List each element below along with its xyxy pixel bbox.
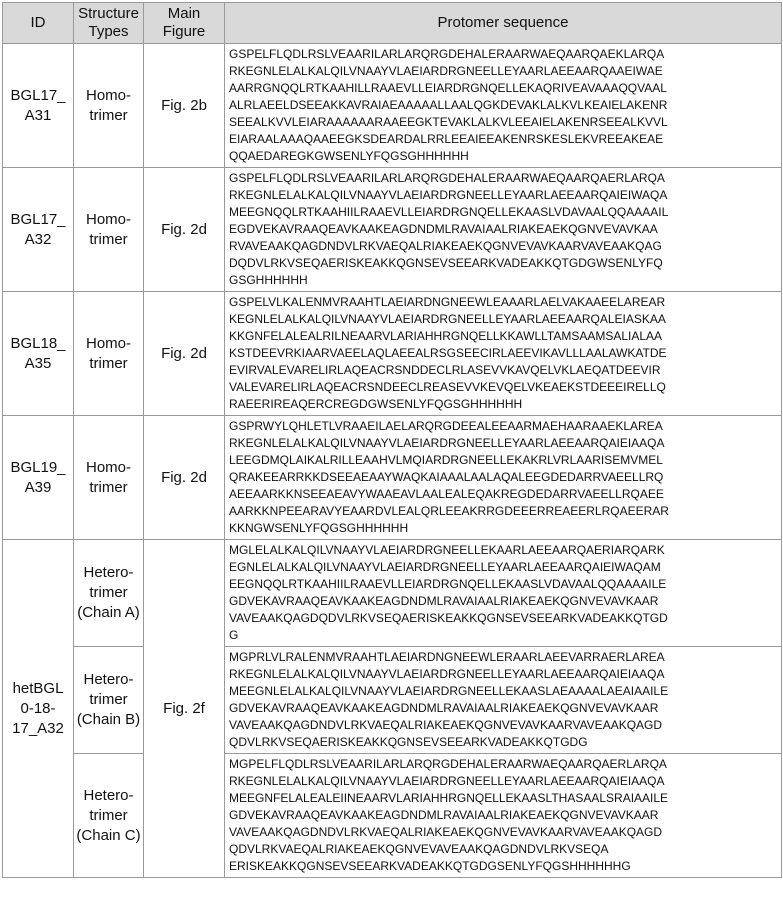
row-figure-cell: Fig. 2d xyxy=(144,416,225,540)
header-main-figure: Main Figure xyxy=(144,3,225,44)
row-sequence-cell: GSPRWYLQHLETLVRAAEILAELARQRGDEEALEEAARMAEHAARAAEKLAREA RKEGNLELALKALQILVNAAYVLAEIARDRGNEELLEYAARLAEEAARQAIEIAAQA LEEGDMQLAIKALRILLEAAHVLMQIARDRGNEELLEKAKRLVRLAARISEMVMEL QRAKEEARRKKDSEEAEAAYWAQKAIAAALAALAQALEEGDEDARRVAEELLRQ AEEAARKKNSEEAEAVYWAAEAVLAALEALEQAKREGDEDARRVAEELLRQAEE AARKKNPEEARAVYEAARDVLEALQRLEEAKRRGDEEERREAEERLRQAEERAR KKNGWSENLYFQGSGHHHHHH xyxy=(225,416,782,540)
table-row-hetero-chain-c xyxy=(3,754,782,878)
row-id-cell: BGL17_ A31 xyxy=(3,44,74,168)
header-structure-types: Structure Types xyxy=(74,3,144,44)
hetero-id-cell: hetBGL 0-18- 17_A32 xyxy=(3,540,74,878)
table-row xyxy=(3,416,782,540)
hetero-chain-b-structure-cell: Hetero- trimer (Chain B) xyxy=(74,647,144,754)
row-figure-cell: Fig. 2b xyxy=(144,44,225,168)
hetero-figure-cell: Fig. 2f xyxy=(144,540,225,878)
row-sequence-cell: GSPELVLKALENMVRAAHTLAEIARDNGNEEWLEAAARLAELVAKAAEELAREAR KEGNLELALKALQILVNAAYVLAEIARDRGNEELLEYAARLAEEAARQALEIASKAA KKGNFELALEALRILNEAARVLARIAHHRGNQELLKKAWLLTAMSAAMSALIALAA KSTDEEVRKIAARVAEELAQLAEEALRSGSEECIRLAEEVIKAVLLLAALAWKATDE EVIRVALEVARELIRLAQEACRSNDDECLRLASEVVKAVQELVKLAEQATDEEVIR VALEVARELIRLAQEACRSNDEECLREASEVVKEVQELVKEAEKSTDEEEIRELLQ RAEERIREAQERCREGDGWSENLYFQGSGHHHHHH xyxy=(225,292,782,416)
header-id: ID xyxy=(3,3,74,44)
row-id-cell: BGL17_ A32 xyxy=(3,168,74,292)
row-figure-cell: Fig. 2d xyxy=(144,292,225,416)
table-row-hetero-chain-b xyxy=(3,647,782,754)
row-figure-cell: Fig. 2d xyxy=(144,168,225,292)
protomer-sequence-table xyxy=(2,2,782,878)
row-sequence-cell: GSPELFLQDLRSLVEAARILARLARQRGDEHALERAARWAEQAARQAERLARQA RKEGNLELALKALQILVNAAYVLAEIARDRGNEELLEYAARLAEEAARQAIEIWAQA MEEGNQQLRTKAAHIILRAAEVLLEIARDRGNQELLEKAASLVDAVAALQQAAAAIL EGDVEKAVRAAQEAVKAAKEAGDNDMLRAVAIAALRIAKEAEKQGNVEVAVKAA RVAVEAAKQAGDNDVLRKVAEQALRIAKEAEKQGNVEVAVKAARVAVEAAKQAG DQDVLRKVSEQAERISKEAKKQGNSEVSEEARKVADEAKKQTGDGWSENLYFQ GSGHHHHHH xyxy=(225,168,782,292)
table-row xyxy=(3,292,782,416)
row-id-cell: BGL19_ A39 xyxy=(3,416,74,540)
row-id-cell: BGL18_ A35 xyxy=(3,292,74,416)
header-protomer-sequence: Protomer sequence xyxy=(225,3,782,44)
hetero-chain-c-structure-cell: Hetero- trimer (Chain C) xyxy=(74,754,144,878)
table-row-hetero-chain-a xyxy=(3,540,782,647)
hetero-chain-b-sequence-cell: MGPRLVLRALENMVRAAHTLAEIARDNGNEEWLERAARLAEEVARRAERLAREA RKEGNLELALKALQILVNAAYVLAEIARDRGNEELLEYAARLAEEAARQAIEIAAQA MEEGNLELALKALQILVNAAYVLAEIARDRGNEELLEKAASLAEAAAALAEAIAAILE GDVEKAVRAAQEAVKAAKEAGDNDMLRAVAIAALRIAKEAEKQGNVEVAVKAAR VAVEAAKQAGDNDVLRKVAEQALRIAKEAEKQGNVEVAVKAARVAVEAAKQAGD QDVLRKVSEQAERISKEAKKQGNSEVSEEARKVADEAKKQTGDG xyxy=(225,647,782,754)
row-structure-cell: Homo- trimer xyxy=(74,44,144,168)
table-row xyxy=(3,168,782,292)
row-structure-cell: Homo- trimer xyxy=(74,416,144,540)
table-row xyxy=(3,44,782,168)
hetero-chain-a-sequence-cell: MGLELALKALQILVNAAYVLAEIARDRGNEELLEKAARLAEEAARQAERIARQARK EGNLELALKALQILVNAAYVLAEIARDRGNEELLEYAARLAEEAARQAIEIWAQAM EEGNQQLRTKAAHIILRAAEVLLEIARDRGNQELLEKAASLVDAVAALQQAAAAILE GDVEKAVRAAQEAVKAAKEAGDNDMLRAVAIAALRIAKEAEKQGNVEVAVKAAR VAVEAAKQAGDQDVLRKVSEQAERISKEAKKQGNSEVSEEARKVADEAKKQTGD G xyxy=(225,540,782,647)
row-structure-cell: Homo- trimer xyxy=(74,292,144,416)
row-structure-cell: Homo- trimer xyxy=(74,168,144,292)
hetero-chain-c-sequence-cell: MGPELFLQDLRSLVEAARILARLARQRGDEHALERAARWAEQAARQAERLARQA RKEGNLELALKALQILVNAAYVLAEIARDRGNEELLEYAARLAEEAARQAIEIAAQA MEEGNFELALEALEIINEAARVLARIAHHRGNQELLEKAASLTHASAALSRAIAAILE GDVEKAVRAAQEAVKAAKEAGDNDMLRAVAIAALRIAKEAEKQGNVEVAVKAAR VAVEAAKQAGDNDVLRKVAEQALRIAKEAEKQGNVEVAVKAARVAVEAAKQAGD QDVLRKVAEQALRIAKEAEKQGNVEVAVEAAKQAGDNDVLRKVSEQA ERISKEAKKQGNSEVSEEARKVADEAKKQTGDGSENLYFQGSHHHHHHG xyxy=(225,754,782,878)
row-sequence-cell: GSPELFLQDLRSLVEAARILARLARQRGDEHALERAARWAEQAARQAEKLARQA RKEGNLELALKALQILVNAAYVLAEIARDRGNEELLEYAARLAEEAARQAAEIWAE AARRGNQQLRTKAAHILLRAAEVLLEIARDRGNQELLEKAQRIVEAVAAAQQVAAL ALRLAEELDSEEAKKAVRAIAEAAAAALLAALQGKDEVAKLALKVLKEAIELAKENR SEEALKVVLEIARAAAAAARAAEEGKTEVAKLALKVLEEAIELAKENRSEEALKVVL EIARAALAAAQAAEEGKSDEARDALRRLEEAIEEAKENRSKESLEKVREEAKEAE QQAEDAREGKGWSENLYFQGSGHHHHHH xyxy=(225,44,782,168)
hetero-chain-a-structure-cell: Hetero- trimer (Chain A) xyxy=(74,540,144,647)
header-row xyxy=(3,3,782,44)
